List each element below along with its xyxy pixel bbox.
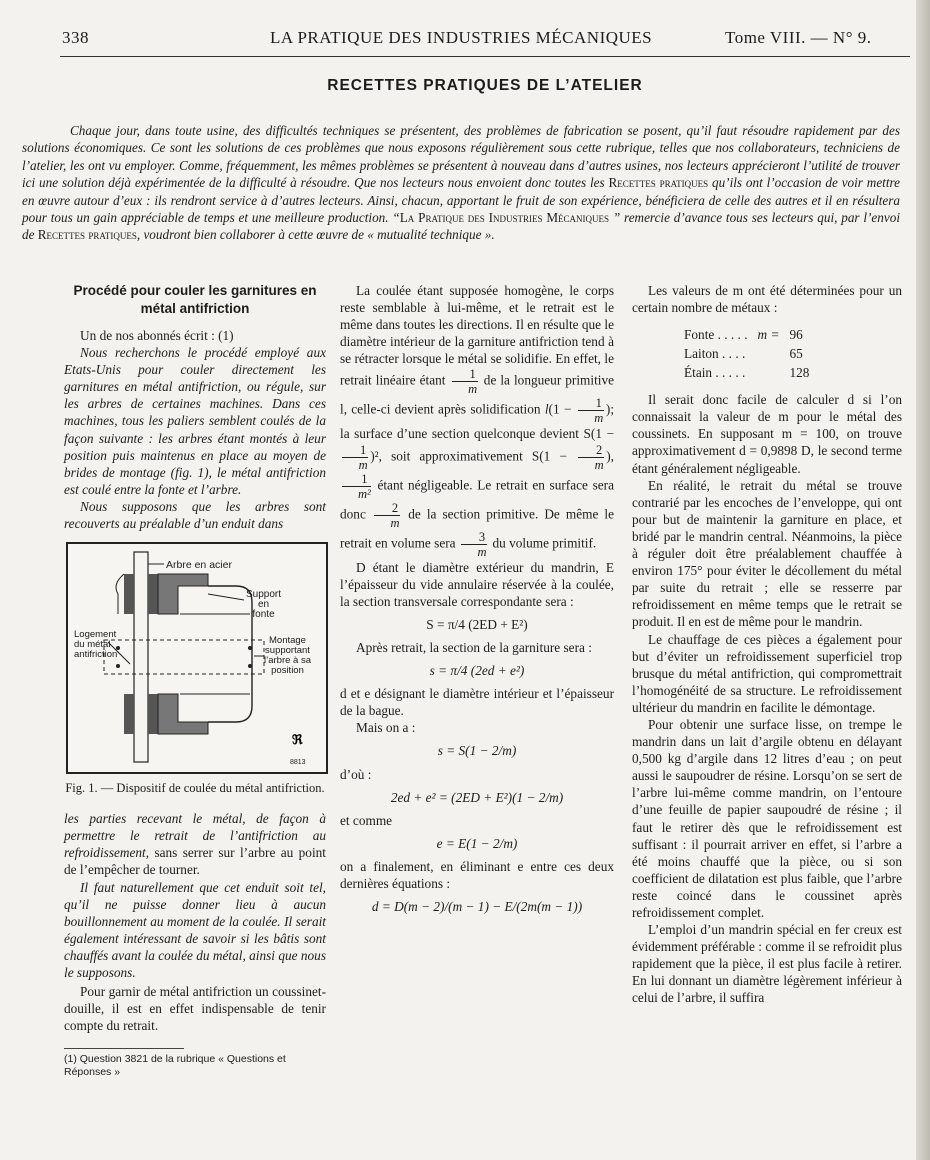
equation-5: e = E(1 − 2/m)	[436, 835, 518, 851]
question-paragraph-4: Il faut naturellement que cet enduit soit tel, qu’il ne puisse donner lieu à aucun bouillonnement au moment de la coulée. Il serait également intéressant de savoir si les bâtis sont chauffés avant la coulée du métal, ainsi que nous le supposons.	[64, 879, 326, 980]
col2-paragraph-3: Après retrait, la section de la garniture sera :	[356, 639, 592, 655]
col3-paragraph-3: En réalité, le retrait du métal se trouve contrarié par les encoches de l’enveloppe, qui ont pour but de maintenir la garniture en place, et bridé par le mandrin central. Néanmoins, la pièce à réguler doit être préalablement chauffée à environ 175° pour éviter le décollement du métal par suite du retrait ; elle se resserre par refroidissement en même temps que le retrait se produit. Il en est de même pour le mandrin.	[632, 477, 902, 630]
article-lead: Un de nos abonnés écrit : (1)	[80, 328, 234, 343]
header-rule	[60, 56, 910, 57]
intro-paragraph: Chaque jour, dans toute usine, des difficultés techniques se présentent, des problèmes de fabrication se posent, qu’il faut résoudre rapidement par des solutions économiques. Ce sont les solutions de ces problèmes que nous exposons régulièrement sous cette rubrique, telles que nos collaborateurs, techniciens de l’atelier, les ont vu employer. Comme, fréquemment, les mêmes problèmes se présentent à nouveau dans d’autres usines, nos lecteurs apprécieront l’utilité de trouver ici une solution déjà expérimentée de la difficulté à résoudre. Que nos lecteurs nous envoient donc toutes les Recettes pratiques qu’ils ont l’occasion de voir mettre en œuvre autour d’eux : ils rendront service à d’autres lecteurs. Ainsi, chacun, apportant le fruit de son expérience, bénéficiera de celle des autres et il en résultera pour tous un gain appréciable de temps et une meilleure production. “La Pratique des Industries Mécaniques ” remercie d’avance tous ses lecteurs qui, par l’envoi de Recettes pratiques, voudront bien collaborer à cette œuvre de « mutualité technique ».	[22, 123, 900, 243]
col3-paragraph-2: Il serait donc facile de calculer d si l’on connaissait la valeur de m pour le métal des coussinets. En supposant m = 100, on trouve approximativement d = 0,9898 D, le second terme étant généralement négligeable.	[632, 392, 902, 476]
svg-text:ℜ: ℜ	[292, 732, 303, 748]
equation-3: s = S(1 − 2/m)	[437, 743, 517, 759]
col2-paragraph-2: D étant le diamètre extérieur du mandrin, E l’épaisseur du vide annulaire réservée à la coulée, la section transversale correspondante sera :	[340, 559, 614, 609]
page-number: 338	[62, 28, 89, 47]
question-paragraph-2: Nous supposons que les arbres sont recouverts au préalable d’un enduit dans	[64, 498, 326, 532]
section-title: RECETTES PRATIQUES DE L’ATELIER	[327, 77, 643, 94]
answer-paragraph: Pour garnir de métal antifriction un coussinet-douille, il est en effet indispensable de tenir compte du retrait.	[64, 984, 326, 1034]
metal-table	[678, 324, 815, 383]
column-1	[64, 282, 326, 1079]
issue-number: Tome VIII. — N° 9.	[725, 28, 872, 47]
table-row: Fonte . . . . . m = 96	[684, 327, 803, 343]
col3-paragraph-4: Le chauffage de ces pièces a également pour but d’éviter un refroidissement superficiel trop brusque du métal antifriction, qui compromettrait l’homogénéité de sa structure. Le refroidissement ultérieur du mandrin en facilite le démontage.	[632, 631, 902, 715]
footnote-rule	[64, 1048, 184, 1049]
page-edge	[916, 0, 930, 1160]
equation-2: s = π/4 (2ed + e²)	[429, 663, 525, 679]
equation-4: 2ed + e² = (2ED + E²)(1 − 2/m)	[390, 789, 564, 805]
column-3	[632, 282, 902, 1007]
equation-1: S = π/4 (2ED + E²)	[426, 616, 528, 632]
label-mount: Montage supportant l’arbre à sa position	[264, 635, 311, 677]
column-2	[340, 282, 614, 921]
article-title: Procédé pour couler les garnitures en métal antifriction	[73, 283, 317, 316]
col2-paragraph-7: et comme	[340, 812, 393, 828]
journal-title: LA PRATIQUE DES INDUSTRIES MÉCANIQUES	[270, 28, 653, 47]
table-row: Étain . . . . . 128	[684, 365, 810, 381]
table-row: Laiton . . . . 65	[684, 346, 803, 362]
col2-paragraph-4: d et e désignant le diamètre intérieur et l’épaisseur de la bague.	[340, 686, 614, 719]
col2-paragraph-6: d’où :	[340, 766, 372, 782]
figure-stamp: 8813	[290, 759, 306, 767]
equation-6: d = D(m − 2)/(m − 1) − E/(2m(m − 1))	[371, 899, 583, 915]
question-paragraph-3: les parties recevant le métal, de façon à permettre le retrait de l’antifriction au refroidissement, sans serrer sur l’arbre au point de l’empêcher de tourner.	[64, 811, 326, 878]
footnote: (1) Question 3821 de la rubrique « Questions et Réponses »	[64, 1053, 286, 1079]
col2-paragraph-8: on a finalement, en éliminant e entre ces deux dernières équations :	[340, 858, 614, 891]
col3-paragraph-6: L’emploi d’un mandrin spécial en fer creux est évidemment préférable : comme il se refroidit plus rapidement que la pièce, il est plus facile à retirer. En lui donnant un diamètre légèrement inférieur à celui de l’arbre, il suffira	[632, 922, 902, 1006]
label-shaft: Arbre en acier	[166, 559, 232, 572]
col2-paragraph-1: La coulée étant supposée homogène, le corps reste semblable à lui-même, et le retrait est le même dans toutes les directions. Il en résulte que le diamètre intérieur de la garniture antifriction tend à se rétracter lorsque le métal se solidifie. En effet, le retrait linéaire étant $\frac{1}{m}$ de la longueur primitive l, celle-ci devient après solidification l(1 − $\frac{1}{m}$ ); la surface d’une section quelconque devient S(1 − $\frac{1}{m}$ )², soit approximativement S(1 − $\frac{2}{m}$ ), $\frac{1}{\text{m²}}$ étant négligeable. Le retrait en surface sera donc $\frac{2}{m}$ de la section primitive. De même le retrait en volume sera $\frac{3}{m}$ du volume primitif.	[340, 283, 615, 559]
col3-paragraph-5: Pour obtenir une surface lisse, on trempe le mandrin dans un lait d’argile obtenu en délayant 0,500 kg d’argile dans 12 litres d’eau ; on peut aussi le saupoudrer de résine. Lorsqu’on se sert de l’arbre lui-même comme mandrin, on l’entoure d’une feuille de papier saupoudré de résine ; il faut le retirer dès que le refroidissement est suffisant : il pourrait arriver en effet, si l’arbre a été moins chauffé que la pièce, ou si son coefficient de dilatation est plus faible, que l’arbre reste coincé dans le coussinet après refroidissement complet.	[632, 716, 902, 920]
figure-1	[66, 542, 328, 774]
col3-paragraph-1: Les valeurs de m ont été déterminées pour un certain nombre de métaux :	[632, 283, 902, 316]
running-header	[60, 28, 910, 54]
figure-caption: Fig. 1. — Dispositif de coulée du métal antifriction.	[65, 781, 325, 796]
question-paragraph-1: Nous recherchons le procédé employé aux Etats-Unis pour couler directement les garnitures en métal antifriction, ou régule, sur les arbres de certaines machines. Dans ces machines, tous les paliers semblent coulés de la façon suivante : les arbres étant montés à leur position puis maintenus en place au moyen de brides de montage (fig. 1), le métal antifriction est coulé entre la fonte et l’arbre.	[64, 345, 326, 497]
col2-paragraph-5: Mais on a :	[356, 720, 416, 736]
label-lining: Logement du métal antifriction	[74, 629, 118, 661]
label-support: Support en fonte	[246, 589, 282, 621]
